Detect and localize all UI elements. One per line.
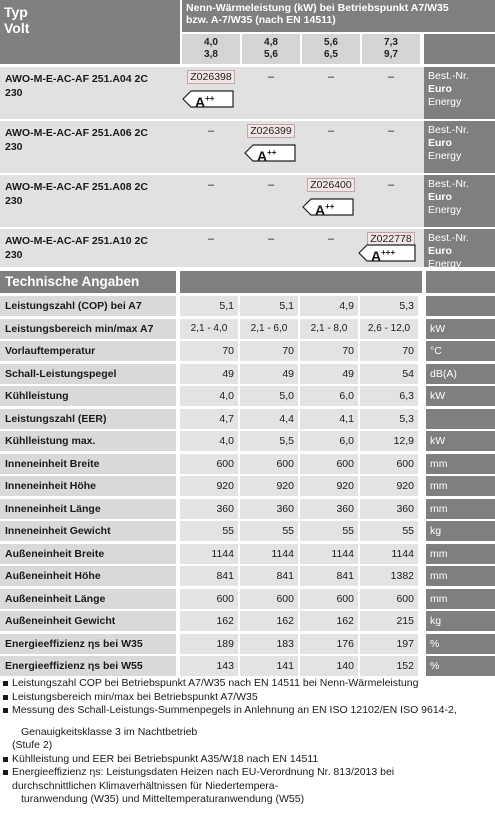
value-cell: 215 xyxy=(360,611,418,631)
value-cell: 162 xyxy=(240,611,298,631)
value-cell: 189 xyxy=(180,634,238,654)
euro-label: Euro xyxy=(428,191,452,203)
footnote-spacer xyxy=(12,718,493,726)
footnote-item xyxy=(3,704,493,753)
order-cell xyxy=(302,175,360,227)
output-column-header-2 xyxy=(242,34,300,64)
output-value-a7: 4,0 xyxy=(204,37,218,48)
value-cell: 1144 xyxy=(300,544,358,564)
energy-label: Energy xyxy=(428,96,462,108)
value-cell: 920 xyxy=(180,476,238,496)
unit-cell: mm xyxy=(426,454,495,474)
product-voltage: 230 xyxy=(5,195,23,207)
order-number[interactable]: Z026398 xyxy=(187,70,234,84)
order-number[interactable]: Z022778 xyxy=(367,232,414,246)
unit-cell: mm xyxy=(426,566,495,586)
energy-class-label xyxy=(302,198,354,216)
value-cell: 6,0 xyxy=(300,386,358,406)
output-value-a-7: 5,6 xyxy=(264,49,278,60)
type-header-cell xyxy=(0,0,180,64)
value-cell: 5,3 xyxy=(360,409,418,429)
footnote-item xyxy=(3,766,493,807)
unit-cell: mm xyxy=(426,589,495,609)
value-cell: 600 xyxy=(300,589,358,609)
value-cell: 5,1 xyxy=(180,296,238,316)
heat-output-title-line1: Nenn-Wärmeleistung (kW) bei Betriebspunkt A7/W35 xyxy=(186,2,449,14)
footnote-text: Messung des Schall-Leistungs-Summenpegels in Anlehnung an EN ISO 12102/EN ISO 9614-2, xyxy=(12,704,457,716)
value-cell: 140 xyxy=(300,656,358,676)
order-number[interactable]: Z026400 xyxy=(307,178,354,192)
product-name xyxy=(5,126,175,154)
unit-cell: % xyxy=(426,634,495,654)
order-cell xyxy=(242,121,300,173)
unit-cell: kW xyxy=(426,431,495,451)
table-row xyxy=(0,454,495,474)
unit-cell: mm xyxy=(426,476,495,496)
order-cell xyxy=(182,67,240,119)
value-cell: 600 xyxy=(180,589,238,609)
value-cell: 600 xyxy=(240,454,298,474)
order-cell xyxy=(362,121,420,173)
value-cell: 55 xyxy=(240,521,298,541)
euro-label: Euro xyxy=(428,83,452,95)
bullet-icon xyxy=(3,757,8,762)
row-label: Leistungszahl (EER) xyxy=(0,409,176,429)
output-value-a7: 5,6 xyxy=(324,37,338,48)
row-label: Außeneinheit Breite xyxy=(0,544,176,564)
value-cell: 55 xyxy=(180,521,238,541)
technical-data-header xyxy=(0,271,495,293)
row-label: Energieeffizienz ηs bei W35 xyxy=(0,634,176,654)
row-label: Kühlleistung max. xyxy=(0,431,176,451)
value-cell: 4,1 xyxy=(300,409,358,429)
value-cell: 6,3 xyxy=(360,386,418,406)
value-cell: 141 xyxy=(240,656,298,676)
value-cell: 162 xyxy=(300,611,358,631)
value-cell: 5,1 xyxy=(240,296,298,316)
value-cell: 600 xyxy=(360,454,418,474)
empty-dash: – xyxy=(327,125,335,137)
product-model: AWO-M-E-AC-AF 251.A08 2C xyxy=(5,181,148,193)
product-row xyxy=(0,121,495,173)
type-header-label: Typ xyxy=(4,4,28,20)
value-cell: 2,6 - 12,0 xyxy=(360,319,418,339)
value-cell: 4,7 xyxy=(180,409,238,429)
value-cell: 360 xyxy=(180,499,238,519)
unit-header-cell xyxy=(424,34,495,64)
technical-data-title: Technische Angaben xyxy=(0,271,176,293)
technical-header-unit-band xyxy=(426,271,495,293)
value-cell: 70 xyxy=(180,341,238,361)
order-cell xyxy=(302,121,360,173)
unit-cell xyxy=(426,296,495,316)
value-cell: 4,0 xyxy=(180,386,238,406)
order-label-cell xyxy=(424,67,495,119)
product-model: AWO-M-E-AC-AF 251.A04 2C xyxy=(5,73,148,85)
value-cell: 920 xyxy=(360,476,418,496)
empty-dash: – xyxy=(207,179,215,191)
output-column-header-1 xyxy=(182,34,240,64)
order-label-cell xyxy=(424,229,495,270)
footnote-text: (Stufe 2) xyxy=(12,739,53,751)
product-model: AWO-M-E-AC-AF 251.A06 2C xyxy=(5,127,148,139)
row-label: Inneneinheit Breite xyxy=(0,454,176,474)
value-cell: 70 xyxy=(360,341,418,361)
value-cell: 5,5 xyxy=(240,431,298,451)
value-cell: 152 xyxy=(360,656,418,676)
output-column-header-3 xyxy=(302,34,360,64)
product-voltage: 230 xyxy=(5,249,23,261)
row-label: Außeneinheit Länge xyxy=(0,589,176,609)
order-cell xyxy=(182,229,240,267)
energy-class-plus: ++ xyxy=(205,94,215,103)
energy-class-base: A xyxy=(257,148,268,164)
order-label-cell xyxy=(424,121,495,173)
bullet-icon xyxy=(3,770,8,775)
table-row xyxy=(0,364,495,384)
empty-dash: – xyxy=(387,71,395,83)
euro-label: Euro xyxy=(428,137,452,149)
order-label: Best.-Nr. xyxy=(428,70,469,82)
table-row xyxy=(0,431,495,451)
table-row xyxy=(0,476,495,496)
output-value-a7: 4,8 xyxy=(264,37,278,48)
order-cell xyxy=(182,175,240,227)
value-cell: 360 xyxy=(300,499,358,519)
table-row xyxy=(0,566,495,586)
value-cell: 600 xyxy=(180,454,238,474)
value-cell: 6,0 xyxy=(300,431,358,451)
unit-cell: mm xyxy=(426,499,495,519)
order-label: Best.-Nr. xyxy=(428,232,469,244)
value-cell: 1144 xyxy=(240,544,298,564)
row-label: Außeneinheit Höhe xyxy=(0,566,176,586)
footnote-text: durchschnittlichen Klimaverhältnissen für Niedertempera- xyxy=(12,779,279,792)
value-cell: 55 xyxy=(360,521,418,541)
euro-label: Euro xyxy=(428,245,452,257)
energy-label: Energy xyxy=(428,258,462,270)
product-voltage: 230 xyxy=(5,87,23,99)
order-cell xyxy=(302,229,360,267)
unit-cell xyxy=(426,409,495,429)
order-label: Best.-Nr. xyxy=(428,178,469,190)
volt-header-label: Volt xyxy=(4,20,30,36)
value-cell: 2,1 - 4,0 xyxy=(180,319,238,339)
value-cell: 143 xyxy=(180,656,238,676)
footnote-text: Leistungsbereich min/max bei Betriebspunkt A7/W35 xyxy=(12,690,258,703)
product-row xyxy=(0,229,495,270)
value-cell: 841 xyxy=(180,566,238,586)
product-row xyxy=(0,67,495,119)
empty-dash: – xyxy=(327,71,335,83)
value-cell: 70 xyxy=(240,341,298,361)
footnote-text: Leistungszahl COP bei Betriebspunkt A7/W35 nach EN 14511 bei Nenn-Wärmeleistung xyxy=(12,677,419,689)
empty-dash: – xyxy=(327,233,335,245)
row-label: Inneneinheit Höhe xyxy=(0,476,176,496)
value-cell: 5,0 xyxy=(240,386,298,406)
heat-output-header xyxy=(182,0,495,32)
value-cell: 920 xyxy=(300,476,358,496)
unit-cell: dB(A) xyxy=(426,364,495,384)
footnotes xyxy=(3,677,493,807)
product-name xyxy=(5,72,175,100)
empty-dash: – xyxy=(267,71,275,83)
unit-cell: mm xyxy=(426,544,495,564)
value-cell: 841 xyxy=(240,566,298,586)
order-cell xyxy=(242,67,300,119)
table-row xyxy=(0,521,495,541)
unit-cell: % xyxy=(426,656,495,676)
footnote-text: Kühlleistung und EER bei Betriebspunkt A35/W18 nach EN 14511 xyxy=(12,752,319,765)
energy-class-label xyxy=(182,90,234,108)
energy-class-base: A xyxy=(315,202,326,218)
value-cell: 49 xyxy=(240,364,298,384)
value-cell: 841 xyxy=(300,566,358,586)
energy-class-base: A xyxy=(371,248,382,264)
bullet-icon xyxy=(3,708,8,713)
footnote-text: turanwendung (W35) und Mitteltemperaturanwendung (W55) xyxy=(21,793,305,805)
empty-dash: – xyxy=(207,125,215,137)
order-number[interactable]: Z026399 xyxy=(247,124,294,138)
energy-class-label xyxy=(244,144,296,162)
value-cell: 1144 xyxy=(360,544,418,564)
table-row xyxy=(0,589,495,609)
energy-class-label xyxy=(358,244,416,262)
row-label: Inneneinheit Gewicht xyxy=(0,521,176,541)
value-cell: 55 xyxy=(300,521,358,541)
row-label: Kühlleistung xyxy=(0,386,176,406)
unit-cell: kg xyxy=(426,611,495,631)
table-row xyxy=(0,386,495,406)
unit-cell: kg xyxy=(426,521,495,541)
product-name xyxy=(5,234,175,262)
product-model: AWO-M-E-AC-AF 251.A10 2C xyxy=(5,235,148,247)
value-cell: 4,9 xyxy=(300,296,358,316)
energy-class-plus: +++ xyxy=(381,248,396,257)
product-name xyxy=(5,180,175,208)
table-header xyxy=(0,0,495,64)
output-value-a-7: 9,7 xyxy=(384,49,398,60)
order-label-cell xyxy=(424,175,495,227)
table-row xyxy=(0,499,495,519)
value-cell: 1382 xyxy=(360,566,418,586)
value-cell: 197 xyxy=(360,634,418,654)
footnote-item xyxy=(3,677,493,691)
unit-cell: kW xyxy=(426,319,495,339)
footnote-text: Genauigkeitsklasse 3 im Nachtbetrieb xyxy=(21,725,198,738)
row-label: Schall-Leistungspegel xyxy=(0,364,176,384)
empty-dash: – xyxy=(387,125,395,137)
value-cell: 4,0 xyxy=(180,431,238,451)
value-cell: 54 xyxy=(360,364,418,384)
value-cell: 49 xyxy=(180,364,238,384)
order-label: Best.-Nr. xyxy=(428,124,469,136)
value-cell: 600 xyxy=(360,589,418,609)
value-cell: 2,1 - 8,0 xyxy=(300,319,358,339)
technical-header-values-band xyxy=(180,271,422,293)
unit-cell: kW xyxy=(426,386,495,406)
value-cell: 920 xyxy=(240,476,298,496)
energy-label: Energy xyxy=(428,204,462,216)
table-row xyxy=(0,544,495,564)
output-value-a-7: 3,8 xyxy=(204,49,218,60)
energy-label: Energy xyxy=(428,150,462,162)
empty-dash: – xyxy=(207,233,215,245)
energy-class-plus: ++ xyxy=(325,202,335,211)
row-label: Leistungszahl (COP) bei A7 xyxy=(0,296,176,316)
output-value-a7: 7,3 xyxy=(384,37,398,48)
empty-dash: – xyxy=(387,179,395,191)
energy-class-base: A xyxy=(195,94,206,110)
output-column-header-4 xyxy=(362,34,420,64)
order-cell xyxy=(242,175,300,227)
table-row xyxy=(0,634,495,654)
order-cell xyxy=(362,67,420,119)
value-cell: 600 xyxy=(300,454,358,474)
value-cell: 1144 xyxy=(180,544,238,564)
value-cell: 5,3 xyxy=(360,296,418,316)
table-row xyxy=(0,296,495,316)
table-row xyxy=(0,409,495,429)
order-cell xyxy=(302,67,360,119)
order-cell xyxy=(362,229,420,267)
value-cell: 176 xyxy=(300,634,358,654)
footnote-text: Energieeffizienz ηs: Leistungsdaten Heizen nach EU-Verordnung Nr. 813/2013 bei xyxy=(12,766,395,778)
energy-class-plus: ++ xyxy=(267,148,277,157)
value-cell: 360 xyxy=(360,499,418,519)
table-row xyxy=(0,319,495,339)
value-cell: 2,1 - 6,0 xyxy=(240,319,298,339)
bullet-icon xyxy=(3,681,8,686)
row-label: Leistungsbereich min/max A7 xyxy=(0,319,176,339)
table-row xyxy=(0,341,495,361)
row-label: Inneneinheit Länge xyxy=(0,499,176,519)
value-cell: 12,9 xyxy=(360,431,418,451)
footnote-item xyxy=(3,753,493,767)
row-label: Vorlauftemperatur xyxy=(0,341,176,361)
row-label: Energieeffizienz ηs bei W55 xyxy=(0,656,176,676)
product-row xyxy=(0,175,495,227)
value-cell: 183 xyxy=(240,634,298,654)
value-cell: 600 xyxy=(240,589,298,609)
heat-output-title-line2: bzw. A-7/W35 (nach EN 14511) xyxy=(186,13,336,26)
product-voltage: 230 xyxy=(5,141,23,153)
unit-cell: °C xyxy=(426,341,495,361)
bullet-icon xyxy=(3,695,8,700)
output-value-a-7: 6,5 xyxy=(324,49,338,60)
footnote-item xyxy=(3,691,493,705)
value-cell: 70 xyxy=(300,341,358,361)
value-cell: 360 xyxy=(240,499,298,519)
order-cell xyxy=(242,229,300,267)
order-cell xyxy=(362,175,420,227)
empty-dash: – xyxy=(267,233,275,245)
row-label: Außeneinheit Gewicht xyxy=(0,611,176,631)
value-cell: 49 xyxy=(300,364,358,384)
table-row xyxy=(0,656,495,676)
order-cell xyxy=(182,121,240,173)
value-cell: 162 xyxy=(180,611,238,631)
table-row xyxy=(0,611,495,631)
empty-dash: – xyxy=(267,179,275,191)
value-cell: 4,4 xyxy=(240,409,298,429)
